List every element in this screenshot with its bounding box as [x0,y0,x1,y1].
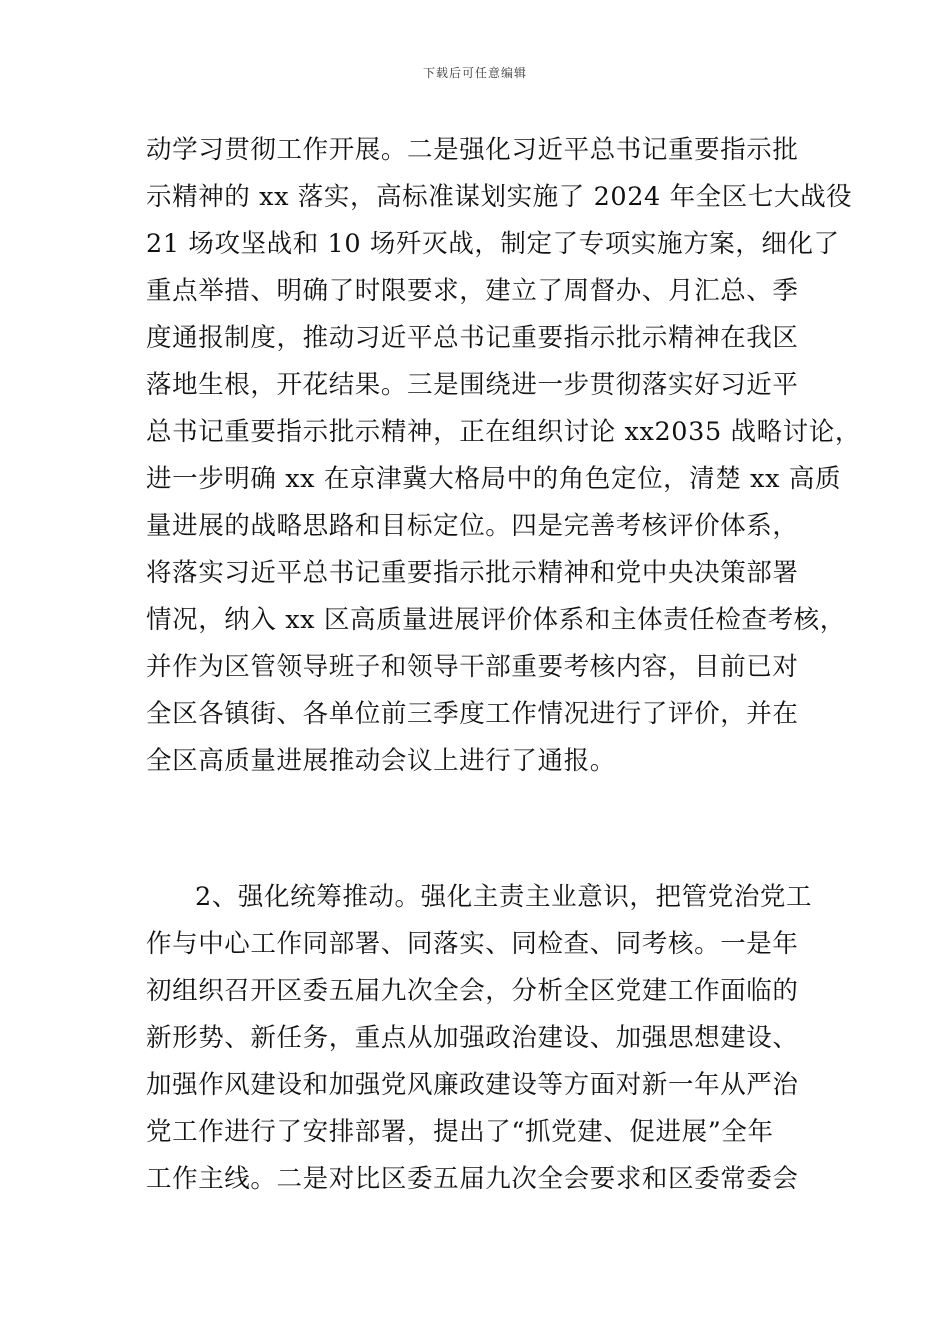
text-line: 总书记重要指示批示精神，正在组织讨论 xx2035 战略讨论， [146,417,861,447]
text-line: 加强作风建设和加强党风廉政建设等方面对新一年从严治 [146,1070,799,1100]
text-line: 度通报制度，推动习近平总书记重要指示批示精神在我区 [146,323,799,353]
paragraph-2 [146,874,818,1203]
text-line: 全区各镇街、各单位前三季度工作情况进行了评价，并在 [146,699,799,729]
text-line: 进一步明确 xx 在京津冀大格局中的角色定位，清楚 xx 高质 [146,464,842,494]
text-line: 工作主线。二是对比区委五届九次全会要求和区委常委会 [146,1164,799,1194]
text-line: 将落实习近平总书记重要指示批示精神和党中央决策部署 [146,558,799,588]
text-line: 全区高质量进展推动会议上进行了通报。 [146,746,616,776]
text-line: 量进展的战略思路和目标定位。四是完善考核评价体系， [146,511,799,541]
text-line: 并作为区管领导班子和领导干部重要考核内容，目前已对 [146,652,799,682]
text-line: 初组织召开区委五届九次全会，分析全区党建工作面临的 [146,976,799,1006]
text-line: 党工作进行了安排部署，提出了“抓党建、促进展”全年 [146,1117,774,1147]
text-line: 落地生根，开花结果。三是围绕进一步贯彻落实好习近平 [146,370,799,400]
text-line: 示精神的 xx 落实，高标准谋划实施了 2024 年全区七大战役 [146,182,853,212]
paragraph-1 [146,127,861,785]
page-header: 下载后可任意编辑 [422,66,527,80]
text-line: 情况，纳入 xx 区高质量进展评价体系和主体责任检查考核， [146,605,846,635]
text-line: 新形势、新任务，重点从加强政治建设、加强思想建设、 [146,1023,799,1053]
paragraph-spacer [146,785,818,874]
text-line: 作与中心工作同部署、同落实、同检查、同考核。一是年 [146,929,799,959]
text-line: 重点举措、明确了时限要求，建立了周督办、月汇总、季 [146,276,799,306]
document-body [146,127,861,1203]
text-line: 动学习贯彻工作开展。二是强化习近平总书记重要指示批 [146,135,799,165]
text-line: 21 场攻坚战和 10 场歼灭战，制定了专项实施方案，细化了 [146,229,840,259]
text-line-indented: 2、强化统筹推动。强化主责主业意识，把管党治党工 [195,882,813,912]
